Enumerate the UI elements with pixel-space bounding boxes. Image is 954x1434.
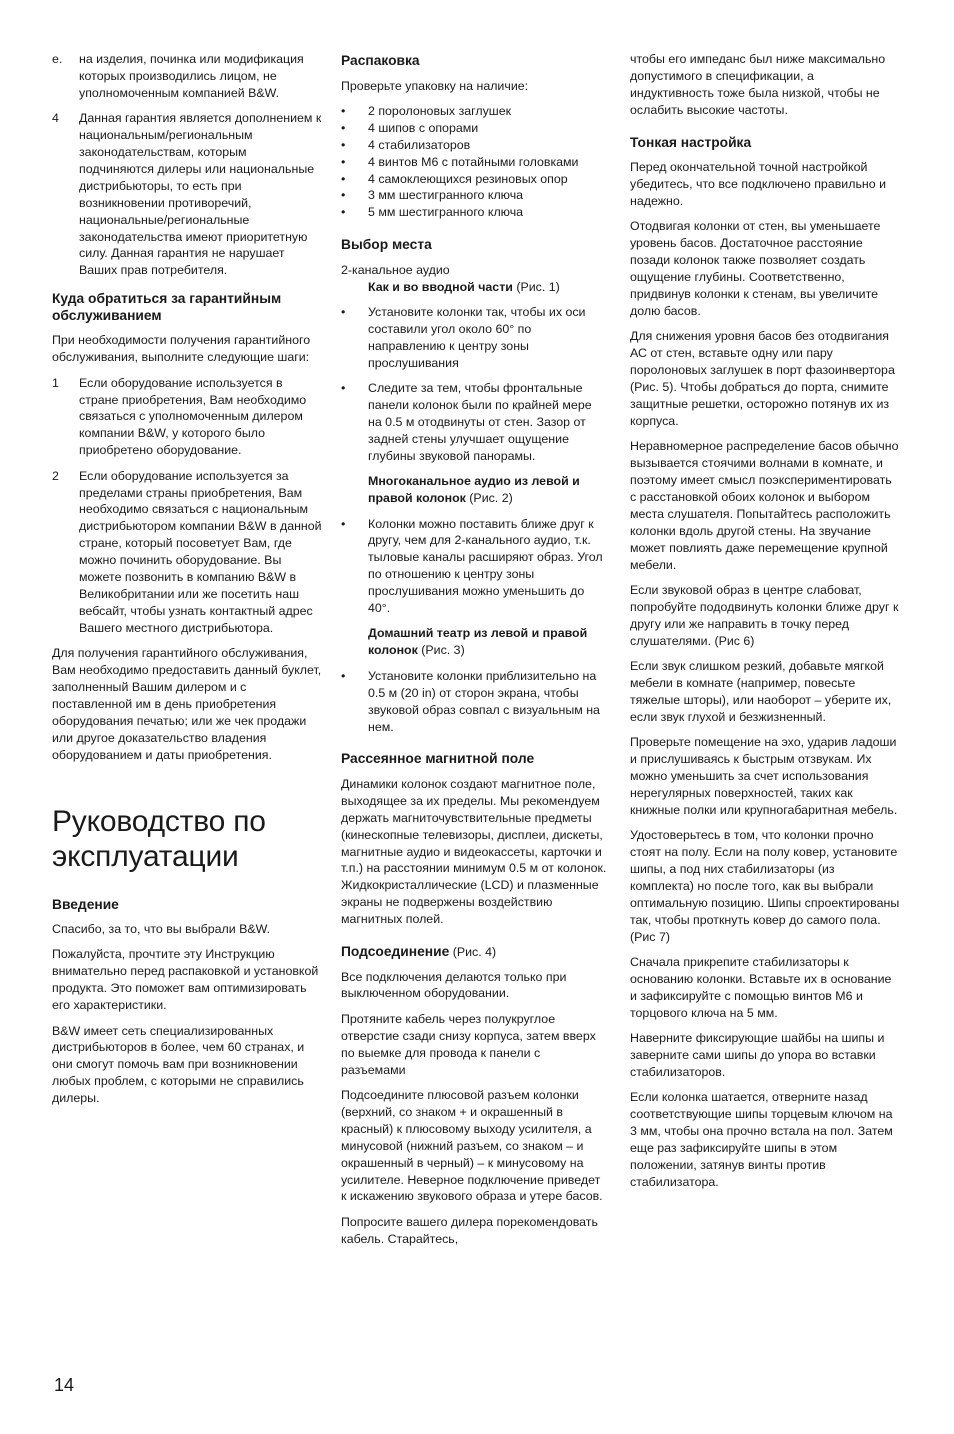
bullet-icon: • [341,516,346,531]
bullet-icon: • [341,103,346,118]
heading-introduction: Введение [52,896,119,912]
step-item [52,468,324,637]
list-item [341,154,607,171]
heading-connection [341,944,607,961]
intro-paragraph: B&W имеет сеть специализированных дистрибьюторов в более, чем 60 странах, и они смогут помочь вам при возникновении любых проблем, с которыми не справились дилеры. [52,1023,305,1106]
subheading-bold: Домашний театр из левой и правой колонок [368,626,588,658]
list-item-text: Установите колонки так, чтобы их оси составили угол около 60° по направлению к центру зоны прослушивания [368,305,586,370]
figure-ref: (Рис. 4) [449,945,497,960]
placement-subheading [368,279,607,296]
list-item-text: 4 самоклеющихся резиновых опор [368,171,568,186]
list-item [52,110,324,279]
list-item [341,187,607,204]
step-number: 1 [52,375,59,390]
tune-paragraph: Если звуковой образ в центре слабоват, попробуйте пододвинуть колонки ближе друг к другу или же направить в точку перед слушателями. (Рис 6) [630,582,899,648]
step-number: 2 [52,468,59,483]
heading-unpacking: Распаковка [341,53,420,68]
tune-paragraph: Для снижения уровня басов без отодвигания АС от стен, вставьте одну или пару поролоновых заглушек в порт фазоинвертора (Рис. 5). Чтобы добраться до порта, снимите защитные решетки, осторожно потянув их из корпуса. [630,329,895,428]
list-item [341,668,607,736]
service-outro: Для получения гарантийного обслуживания, Вам необходимо предоставить данный буклет, заполненный Вашим дилером и с поставленной им в день приобретения оборудования печатью; или же чек продажи или другое доказательство владения оборудованием и даты приобретения. [52,646,322,762]
tune-paragraph: Если колонка шатается, отверните назад соответствующие шипы торцевым ключом на 3 мм, чтобы она прочно встала на пол. Затем еще раз зафиксируйте шипы в этом положении, затянув винты против стабилизатора. [630,1090,893,1189]
subheading-bold: Как и во вводной части [368,279,513,294]
figure-ref: (Рис. 3) [417,643,465,658]
tune-paragraph: Сначала прикрепите стабилизаторы к основанию колонки. Вставьте их в основание и зафиксируйте с помощью винтов M6 и торцового ключа на 5 мм. [630,955,892,1020]
column-3 [630,51,900,1199]
placement-line: 2-канальное аудио [341,262,450,277]
list-item-text: 4 шипов с опорами [368,120,479,135]
tune-paragraph: Перед окончательной точной настройкой убедитесь, что все подключено правильно и надежно. [630,160,886,208]
unpack-intro: Проверьте упаковку на наличие: [341,78,529,93]
placement-subheading [368,625,607,659]
bullet-icon: • [341,137,346,152]
connect-paragraph: Подсоедините плюсовой разъем колонки (верхний, со знаком + и окрашенный в красный) к плюсовому выходу усилителя, а минусовой (нижний разъем, со знаком – и окрашенный в черный) – к минусовому на усилителе. Неверное подключение приведет к искажению звукового образа и утере басов. [341,1088,603,1204]
list-item-text: 2 поролоновых заглушек [368,103,512,118]
page-number: 14 [54,1375,75,1395]
placement-intro [341,262,607,296]
column-1 [52,51,324,1116]
list-item [341,103,607,120]
list-item [341,137,607,154]
connect-paragraph: Попросите вашего дилера порекомендовать кабель. Старайтесь, [341,1214,598,1246]
unpack-list [341,103,607,221]
bullet-icon: • [341,205,346,220]
tune-paragraph: Если звук слишком резкий, добавьте мягкой мебели в комнате (например, повесьте тяжелые шторы), или наоборот – уберите их, если звук глухой и безжизненный. [630,659,892,724]
heading-placement: Выбор места [341,237,432,253]
tune-paragraph: Удостоверьтесь в том, что колонки прочно стоят на полу. Если на полу ковер, установите шипы, а под них стабилизаторы (из комплекта) но после того, как вы выбрали оптимальную позицию. Шипы спроектированы так, чтобы проткнуть ковер до самого пола. (Рис 7) [630,828,900,944]
service-intro: При необходимости получения гарантийного обслуживания, выполните следующие шаги: [52,333,311,365]
list-item-text: 4 стабилизаторов [368,137,471,152]
heading-magnetic-field: Рассеянное магнитной поле [341,751,535,767]
list-item-text: 5 мм шестигранного ключа [368,205,524,220]
bullet-icon: • [341,120,346,135]
list-item [341,304,607,372]
list-item [341,171,607,188]
list-item-text: Установите колонки приблизительно на 0.5 м (20 in) от сторон экрана, чтобы звуковой образ совпал с визуальным на нем. [368,668,600,734]
heading-fine-tuning: Тонкая настройка [630,134,752,150]
bullet-icon: • [341,305,346,320]
placement-subheading [368,473,607,507]
list-item [341,380,607,465]
bullet-icon: • [341,171,346,186]
list-item [341,516,607,617]
list-item-text: 4 винтов M6 с потайными головками [368,154,579,169]
intro-paragraph: Пожалуйста, прочтите эту Инструкцию внимательно перед распаковкой и установкой продукта. Это поможет вам оптимизировать его характеристики. [52,947,319,1013]
figure-ref: (Рис. 2) [465,491,513,506]
list-item [341,204,607,221]
bullet-icon: • [341,381,346,396]
list-item-text: на изделия, починка или модификация которых производились лицом, не уполномоченным компанией B&W. [79,52,304,100]
tune-paragraph: Проверьте помещение на эхо, ударив ладоши и прислушиваясь к быстрым отзвукам. Их можно уменьшить за счет использования нерегулярных поверхностей, таких как книжные полки или крупногабаритная мебель. [630,735,898,817]
heading-warranty-service: Куда обратиться за гарантийным обслуживанием [52,291,282,323]
list-item-text: Колонки можно поставить ближе друг к другу, чем для 2-канального аудио, т.к. тыловые каналы расширяют образ. Угол по отношению к центру зоны прослушивания можно уменьшить до 40°. [368,516,603,616]
heading-connection-text: Подсоединение [341,944,450,960]
magnetic-paragraph: Динамики колонок создают магнитное поле, выходящее за их пределы. Мы рекомендуем держать магниточувствительные предметы (кинескопные телевизоры, дисплеи, дискеты, магнитные аудио и видеокассеты, карточки и т.п.) на расстоянии минимум 0.5 м от колонок. Жидкокристаллические (LCD) и плазменные экраны не подвержены воздействию магнитных полей. [341,776,607,927]
figure-ref: (Рис. 1) [512,279,560,294]
tune-paragraph: Отодвигая колонки от стен, вы уменьшаете уровень басов. Достаточное расстояние позади колонок также позволяет создать ощущение глубины. Соответственно, придвинув колонки к стенам, вы увеличите долю басов. [630,219,881,318]
connect-paragraph: Протяните кабель через полукруглое отверстие сзади снизу корпуса, затем вверх по выемке для провода к панели с разъемами [341,1011,596,1077]
list-item [52,51,324,102]
bullet-icon: • [341,188,346,203]
step-item [52,375,324,460]
manual-title: Руководство по эксплуатации [52,804,266,873]
list-item [341,120,607,137]
column-2 [341,51,607,1256]
list-marker: 4 [52,111,59,126]
continued-paragraph: чтобы его импеданс был ниже максимально допустимого в спецификации, а индуктивность тоже была низкой, чтобы не ослабить высокие частоты. [630,52,886,117]
tune-paragraph: Неравномерное распределение басов обычно вызывается стоячими волнами в комнате, и поэтому имеет смысл поэкспериментировать с расстановкой обоих колонок и выбором места слушателя. Попытайтесь расположить колонки вдоль другой стены. На звучание может повлиять даже перемещение крупной мебели. [630,439,899,572]
list-item-text: Следите за тем, чтобы фронтальные панели колонок были по крайней мере на 0.5 м отодвинуты от стен. Зазор от задней стены улучшает ощущение глубины звуковой панорамы. [368,381,592,463]
bullet-icon: • [341,154,346,169]
step-text: Если оборудование используется в стране приобретения, Вам необходимо связаться с уполномоченным дилером компании B&W, у которого было приобретено оборудование. [79,375,307,458]
list-item-text: Данная гарантия является дополнением к национальным/региональным законодательствам, которым подчиняются дилеры или национальные дистрибьюторы, то есть при возникновении противоречий, национальные/региональные законодательства имеют приоритетную силу. Данная гарантия не нарушает Ваших прав потребителя. [79,111,322,278]
step-text: Если оборудование используется за пределами страны приобретения, Вам необходимо связаться с национальным дистрибьютором компании B&W в данной стране, который посоветует Вам, где можно починить оборудование. Вы можете позвонить в компанию B&W в Великобритании или же посетить наш вебсайт, чтобы узнать контактный адрес Вашего местного дистрибьютора. [79,468,322,635]
list-marker: e. [52,52,63,66]
bullet-icon: • [341,668,346,683]
intro-paragraph: Спасибо, за то, что вы выбрали B&W. [52,922,271,937]
subheading-bold: Многоканальное аудио из левой и правой колонок [368,474,580,506]
tune-paragraph: Наверните фиксирующие шайбы на шипы и заверните сами шипы до упора во вставки стабилизаторов. [630,1031,885,1080]
list-item-text: 3 мм шестигранного ключа [368,188,524,203]
connect-paragraph: Все подключения делаются только при выключенном оборудовании. [341,969,567,1001]
